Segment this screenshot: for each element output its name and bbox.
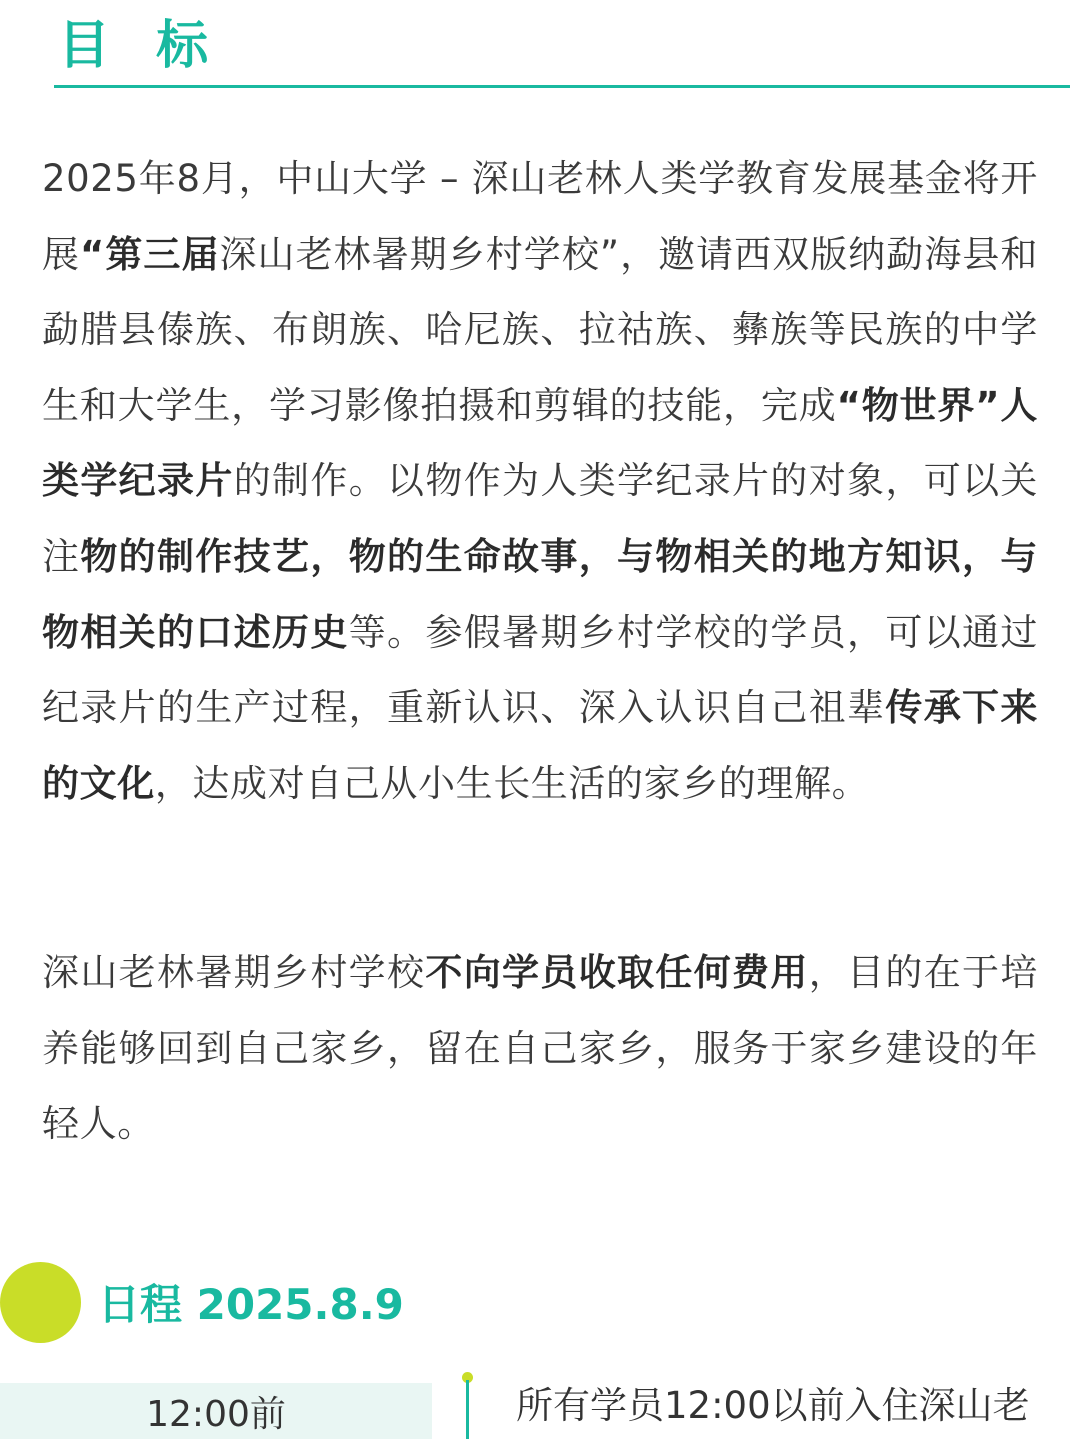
emphasis-text: 物的制作技艺，物的生命故事，与物相关的地方知识，与物相关的口述历史 xyxy=(42,534,1038,654)
emphasis-text: 传承下来的文化 xyxy=(42,686,1038,805)
section-title-goal: 目 标 xyxy=(58,16,223,76)
goal-paragraph-1 xyxy=(42,141,1038,821)
emphasis-text: “物世界”人类学纪录片 xyxy=(42,383,1038,503)
schedule-heading: 日程 2025.8.9 xyxy=(98,1280,404,1329)
schedule-time: 12:00前 xyxy=(146,1394,286,1435)
body-text: 的制作。以物作为人类学纪录片的对象，可以关注 xyxy=(42,459,1038,578)
emphasis-text: 不向学员收取任何费用 xyxy=(425,951,809,994)
goal-paragraph-2 xyxy=(42,935,1038,1162)
body-text: 深山老林暑期乡村学校 xyxy=(42,951,426,994)
title-underline xyxy=(54,85,1070,88)
body-text: 2025年8月，中山大学 – 深山老林人类学教育发展基金将开展 xyxy=(42,157,1038,276)
schedule-dot-icon xyxy=(0,1262,81,1343)
body-text: 深山老林暑期乡村学校”，邀请西双版纳勐海县和勐腊县傣族、布朗族、哈尼族、拉祜族、彝族等民族的中学生和大学生，学习影像拍摄和剪辑的技能，完成 xyxy=(42,232,1039,427)
body-text: 等。参假暑期乡村学校的学员，可以通过纪录片的生产过程，重新认识、深入认识自己祖辈 xyxy=(42,610,1038,730)
timeline-line xyxy=(466,1380,469,1439)
schedule-event: 所有学员12:00以前入住深山老 xyxy=(516,1384,1030,1427)
body-text: ，达成对自己从小生长生活的家乡的理解。 xyxy=(154,761,870,805)
emphasis-text: “第三届 xyxy=(80,232,220,276)
body-text: ，目的在于培养能够回到自己家乡，留在自己家乡，服务于家乡建设的年轻人。 xyxy=(42,951,1038,1146)
